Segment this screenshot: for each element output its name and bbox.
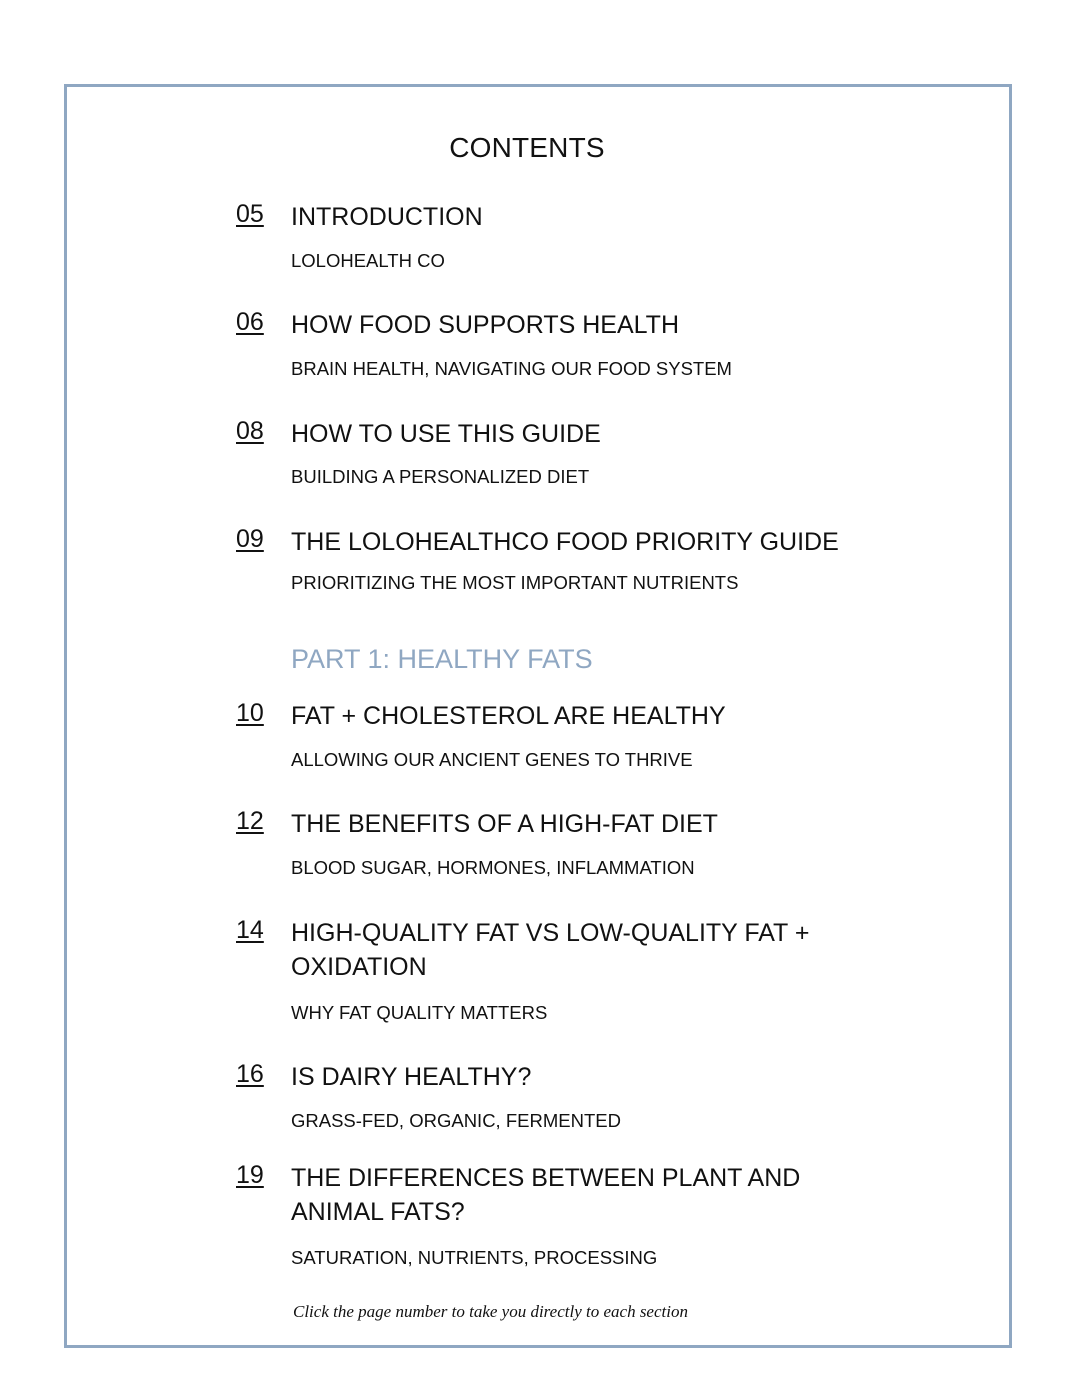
toc-subheading: BLOOD SUGAR, HORMONES, INFLAMMATION <box>291 857 695 878</box>
toc-heading: HOW TO USE THIS GUIDE <box>291 420 601 448</box>
toc-heading: HOW FOOD SUPPORTS HEALTH <box>291 311 680 339</box>
toc-page-link[interactable]: 16 <box>236 1060 264 1088</box>
toc-heading: INTRODUCTION <box>291 203 483 231</box>
contents-title: CONTENTS <box>449 132 605 163</box>
part-1-heading: PART 1: HEALTHY FATS <box>291 644 593 674</box>
toc-page-link[interactable]: 06 <box>236 308 264 336</box>
toc-subheading: WHY FAT QUALITY MATTERS <box>291 1002 548 1023</box>
toc-heading: THE LOLOHEALTHCO FOOD PRIORITY GUIDE <box>291 528 839 556</box>
toc-subheading: BUILDING A PERSONALIZED DIET <box>291 466 590 487</box>
toc-heading: THE DIFFERENCES BETWEEN PLANT AND ANIMAL FATS? <box>291 1164 801 1226</box>
toc-subheading: PRIORITIZING THE MOST IMPORTANT NUTRIENTS <box>291 572 739 593</box>
toc-page-link[interactable]: 09 <box>236 525 264 553</box>
toc-heading: IS DAIRY HEALTHY? <box>291 1063 532 1091</box>
toc-subheading: GRASS-FED, ORGANIC, FERMENTED <box>291 1110 621 1131</box>
toc-heading: HIGH-QUALITY FAT VS LOW-QUALITY FAT + OXIDATION <box>291 919 810 981</box>
toc-page-link[interactable]: 19 <box>236 1161 264 1189</box>
toc-subheading: BRAIN HEALTH, NAVIGATING OUR FOOD SYSTEM <box>291 358 732 379</box>
toc-subheading: LOLOHEALTH CO <box>291 250 445 271</box>
toc-page-link[interactable]: 10 <box>236 699 264 727</box>
toc-page-link[interactable]: 14 <box>236 916 264 944</box>
toc-page-link[interactable]: 12 <box>236 807 264 835</box>
toc-subheading: ALLOWING OUR ANCIENT GENES TO THRIVE <box>291 749 693 770</box>
toc-page-link[interactable]: 08 <box>236 417 264 445</box>
navigation-note: Click the page number to take you directly to each section <box>293 1302 688 1321</box>
toc-heading: FAT + CHOLESTEROL ARE HEALTHY <box>291 702 726 730</box>
toc-page-link[interactable]: 05 <box>236 200 264 228</box>
toc-subheading: SATURATION, NUTRIENTS, PROCESSING <box>291 1247 658 1268</box>
toc-heading: THE BENEFITS OF A HIGH-FAT DIET <box>291 810 718 838</box>
